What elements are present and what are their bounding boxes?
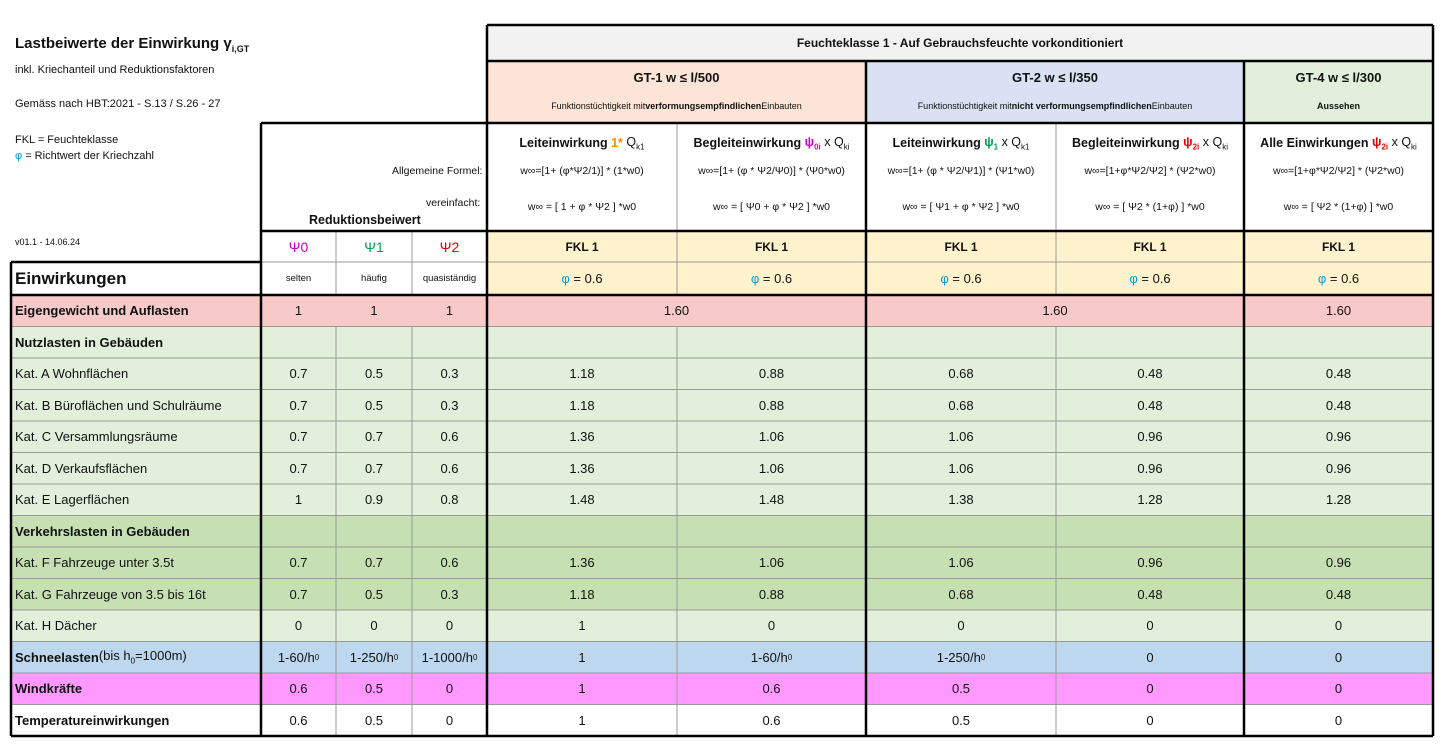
psi-value-p0: 1 <box>261 484 336 516</box>
factor-value-c1: 1.18 <box>487 390 677 422</box>
row-label: Kat. D Verkaufsflächen <box>11 453 261 485</box>
gt1-merged-value: 1.60 <box>487 295 866 327</box>
factor-value-c2: 1-60/h 0 <box>677 642 866 674</box>
psi-value-p1: 0.5 <box>336 579 412 611</box>
psi-value-p1: 0 <box>336 610 412 642</box>
c2-general-formula: w∞=[1+ (φ * Ψ2/Ψ0)] * (Ψ0*w0) <box>698 165 845 177</box>
factor-value-c5: 0 <box>1244 673 1433 705</box>
c1-title-text: Leiteinwirkung <box>519 136 608 150</box>
gt2-title: GT-2 w ≤ l/350 <box>1012 69 1098 85</box>
psi-value-p0: 1-60/h 0 <box>261 642 336 674</box>
factor-value-c4: 0.96 <box>1056 453 1244 485</box>
gt2-desc-a: Funktionstüchtigkeit mit <box>917 101 1012 111</box>
c2-title-text: Begleiteinwirkung <box>693 136 802 150</box>
gt1-desc-b: verformungsempfindlichen <box>645 101 762 111</box>
phi-note-text: = Richtwert der Kriechzahl <box>25 150 154 162</box>
feuchteklasse-header: Feuchteklasse 1 - Auf Gebrauchsfeuchte vorkonditioniert <box>487 25 1433 61</box>
row-label: Kat. B Büroflächen und Schulräume <box>11 390 261 422</box>
fkl-c4: FKL 1 <box>1056 231 1244 262</box>
psi-value-p1: 0.5 <box>336 390 412 422</box>
psi-value-p1: 0.9 <box>336 484 412 516</box>
psi-value-p2: 0.6 <box>412 547 487 579</box>
psi-value-p1: 0.5 <box>336 705 412 737</box>
c3-simplified-formula: w∞ = [ Ψ1 + φ * Ψ2 ] *w0 <box>902 201 1020 213</box>
fkl-c2: FKL 1 <box>677 231 866 262</box>
fkl-c3: FKL 1 <box>866 231 1056 262</box>
factor-value-c3: 0.68 <box>866 390 1056 422</box>
allgemeine-formel-label: Allgemeine Formel: <box>392 165 483 177</box>
row-label: Kat. C Versammlungsräume <box>11 421 261 453</box>
row-label: Temperatureinwirkungen <box>11 705 261 737</box>
row-label: Verkehrslasten in Gebäuden <box>11 516 261 548</box>
reduktionsbeiwert-label: Reduktionsbeiwert <box>309 213 421 227</box>
row-label: Kat. A Wohnflächen <box>11 358 261 390</box>
gt2-desc-b: nicht verformungsempfindlichen <box>1011 101 1152 111</box>
c5-simplified-formula: w∞ = [ Ψ2 * (1+φ) ] *w0 <box>1283 201 1394 213</box>
row-label: Kat. G Fahrzeuge von 3.5 bis 16t <box>11 579 261 611</box>
psi-value-p0: 0.7 <box>261 390 336 422</box>
psi-value-p2: 0 <box>412 705 487 737</box>
factor-value-c5: 0.48 <box>1244 390 1433 422</box>
factor-value-c3: 0.68 <box>866 358 1056 390</box>
row-label: Kat. H Dächer <box>11 610 261 642</box>
factor-value-c4: 0 <box>1056 642 1244 674</box>
factor-value-c2: 0 <box>677 610 866 642</box>
row-label: Windkräfte <box>11 673 261 705</box>
c5-general-formula: w∞=[1+φ*Ψ2/Ψ2] * (Ψ2*w0) <box>1272 165 1405 177</box>
psi-value-p2: 0.3 <box>412 579 487 611</box>
gt2-desc-c: Einbauten <box>1151 101 1193 111</box>
psi-value-p2: 0 <box>412 610 487 642</box>
factor-value-c3: 1.06 <box>866 547 1056 579</box>
factor-value-c3: 0.5 <box>866 673 1056 705</box>
factor-value-c1: 1.18 <box>487 579 677 611</box>
factor-value-c2: 0.88 <box>677 579 866 611</box>
row-label: Kat. E Lagerflächen <box>11 484 261 516</box>
psi-value-p0: 0.6 <box>261 673 336 705</box>
row-label: Nutzlasten in Gebäuden <box>11 327 261 359</box>
psi-value-p2: 0.6 <box>412 421 487 453</box>
psi-value-p1: 1-250/h 0 <box>336 642 412 674</box>
factor-value-c1: 1.48 <box>487 484 677 516</box>
col-gt2-begleit-title: Begleiteinwirkung $\psi_{2i}$ x $Q_{ki}$ <box>1072 134 1228 152</box>
phi-c2: φ = 0.6 <box>677 262 866 295</box>
factor-value-c2: 0.6 <box>677 673 866 705</box>
c1-simplified-formula: w∞ = [ 1 + φ * Ψ2 ] *w0 <box>527 201 637 213</box>
factor-value-c2: 0.88 <box>677 390 866 422</box>
factor-value-c4: 0.48 <box>1056 358 1244 390</box>
version-label: v01.1 - 14.06.24 <box>15 237 81 247</box>
psi-value-p1: 0.7 <box>336 453 412 485</box>
factor-value-c3: 0.5 <box>866 705 1056 737</box>
psi-value-p2: 0 <box>412 673 487 705</box>
einwirkungen-header: Einwirkungen <box>15 268 127 288</box>
psi-value-p0: 0.7 <box>261 547 336 579</box>
row-label-extra: (bis $h_0=1000m$) <box>98 648 187 667</box>
factor-value-c2: 0.88 <box>677 358 866 390</box>
factor-value-c5: 0.96 <box>1244 453 1433 485</box>
factor-value-c2: 1.48 <box>677 484 866 516</box>
phi-c5-val: = 0.6 <box>1329 271 1360 286</box>
gt4-value: 1.60 <box>1244 295 1433 327</box>
factor-value-c2: 0.6 <box>677 705 866 737</box>
subtitle-1: inkl. Kriechanteil und Reduktionsfaktoren <box>15 64 215 76</box>
factor-value-c1: 1 <box>487 642 677 674</box>
phi-c5: φ = 0.6 <box>1244 262 1433 295</box>
c4-general-formula: w∞=[1+φ*Ψ2/Ψ2] * (Ψ2*w0) <box>1084 165 1216 177</box>
col-gt2-leit-title: Leiteinwirkung $\psi_1$ x $Q_{k1}$ <box>892 134 1030 152</box>
psi-value-p1: 0.5 <box>336 358 412 390</box>
factor-value-c5: 0 <box>1244 642 1433 674</box>
factor-value-c5: 1.28 <box>1244 484 1433 516</box>
factor-value-c5: 0 <box>1244 705 1433 737</box>
factor-value-c4: 0.48 <box>1056 390 1244 422</box>
psi-value-p2: 0.3 <box>412 358 487 390</box>
psi0-header: Ψ0 <box>288 238 309 255</box>
c3-general-formula: w∞=[1+ (φ * Ψ2/Ψ1)] * (Ψ1*w0) <box>887 165 1035 177</box>
gt1-desc-c: Einbauten <box>761 101 802 111</box>
psi-value-p0: 0.7 <box>261 358 336 390</box>
factor-value-c5: 0.96 <box>1244 421 1433 453</box>
psi-value-p1: 0.7 <box>336 547 412 579</box>
factor-value-c1: 1.36 <box>487 547 677 579</box>
title-text: Lastbeiwerte der Einwirkung γ <box>15 35 232 52</box>
selten-label: selten <box>285 273 312 284</box>
gt4-desc: Aussehen <box>1316 101 1360 111</box>
title-subscript: i,GT <box>231 44 250 54</box>
c3-title-text: Leiteinwirkung <box>892 136 981 150</box>
quasi-label: quasiständig <box>422 273 477 284</box>
psi-value-p2: 1-1000/h 0 <box>412 642 487 674</box>
c5-title-text: Alle Einwirkungen <box>1260 136 1369 150</box>
psi-value-p1: 0.7 <box>336 421 412 453</box>
subtitle-2: Gemäss nach HBT:2021 - S.13 / S.26 - 27 <box>15 98 221 110</box>
col-gt4-alle-title: Alle Einwirkungen $\psi_{2i}$ x $Q_{ki}$ <box>1260 134 1417 152</box>
phi-c3: φ = 0.6 <box>866 262 1056 295</box>
factor-value-c2: 1.06 <box>677 421 866 453</box>
phi-c4: φ = 0.6 <box>1056 262 1244 295</box>
psi-value-p0: 1 <box>261 295 336 327</box>
factor-value-c5: 0 <box>1244 610 1433 642</box>
factor-value-c4: 0.96 <box>1056 547 1244 579</box>
factor-value-c1: 1.36 <box>487 421 677 453</box>
factor-value-c4: 0.96 <box>1056 421 1244 453</box>
gt1-title: GT-1 w ≤ l/500 <box>633 69 720 85</box>
vereinfacht-label: vereinfacht: <box>426 197 481 209</box>
c4-simplified-formula: w∞ = [ Ψ2 * (1+φ) ] *w0 <box>1095 201 1205 213</box>
row-label: Schneelasten (bis $h_0=1000m$) <box>11 642 261 674</box>
phi-c4-val: = 0.6 <box>1141 271 1171 286</box>
psi-value-p2: 0.6 <box>412 453 487 485</box>
gt4-title: GT-4 w ≤ l/300 <box>1295 69 1382 85</box>
col-gt1-leit-title: Leiteinwirkung 1* $Q_{k1}$ <box>519 134 645 152</box>
c2-simplified-formula: w∞ = [ Ψ0 + φ * Ψ2 ] *w0 <box>712 201 831 213</box>
factor-value-c3: 1.38 <box>866 484 1056 516</box>
psi-value-p2: 0.8 <box>412 484 487 516</box>
factor-value-c3: 1.06 <box>866 453 1056 485</box>
psi-value-p0: 0.7 <box>261 579 336 611</box>
factor-value-c2: 1.06 <box>677 547 866 579</box>
psi-value-p0: 0 <box>261 610 336 642</box>
factor-value-c4: 0 <box>1056 610 1244 642</box>
phi-c3-val: = 0.6 <box>952 271 982 286</box>
factor-value-c1: 1 <box>487 673 677 705</box>
psi-value-p0: 0.6 <box>261 705 336 737</box>
fkl-note: FKL = Feuchteklasse <box>15 134 119 146</box>
factor-value-c4: 0.48 <box>1056 579 1244 611</box>
factor-value-c5: 0.48 <box>1244 579 1433 611</box>
phi-symbol: φ <box>15 150 23 162</box>
factor-value-c3: 1.06 <box>866 421 1056 453</box>
fkl-c5: FKL 1 <box>1244 231 1433 262</box>
psi-value-p1: 1 <box>336 295 412 327</box>
gt1-desc-a: Funktionstüchtigkeit mit <box>551 101 646 111</box>
factor-value-c1: 1 <box>487 705 677 737</box>
phi-c1: φ = 0.6 <box>487 262 677 295</box>
phi-c2-val: = 0.6 <box>762 271 793 286</box>
factor-value-c3: 0 <box>866 610 1056 642</box>
psi2-header: Ψ2 <box>439 238 460 255</box>
col-gt1-begleit-title: Begleiteinwirkung $\psi_{0i}$ x $Q_{ki}$ <box>693 134 850 152</box>
c1-general-formula: w∞=[1+ (φ*Ψ2/1)] * (1*w0) <box>520 165 644 177</box>
psi-value-p0: 0.7 <box>261 421 336 453</box>
psi1-header: Ψ1 <box>364 238 384 255</box>
factor-value-c5: 0.48 <box>1244 358 1433 390</box>
phi-c1-val: = 0.6 <box>573 271 603 286</box>
factor-value-c4: 1.28 <box>1056 484 1244 516</box>
psi-value-p2: 0.3 <box>412 390 487 422</box>
factor-value-c4: 0 <box>1056 705 1244 737</box>
psi-value-p0: 0.7 <box>261 453 336 485</box>
factor-value-c3: 1-250/h 0 <box>866 642 1056 674</box>
factor-value-c1: 1.18 <box>487 358 677 390</box>
c4-title-text: Begleiteinwirkung <box>1072 136 1180 150</box>
factor-value-c2: 1.06 <box>677 453 866 485</box>
gt2-merged-value: 1.60 <box>866 295 1244 327</box>
factor-value-c3: 0.68 <box>866 579 1056 611</box>
row-label: Kat. F Fahrzeuge unter 3.5t <box>11 547 261 579</box>
haeufig-label: häufig <box>361 273 387 284</box>
factor-value-c4: 0 <box>1056 673 1244 705</box>
psi-value-p2: 1 <box>412 295 487 327</box>
fkl-c1: FKL 1 <box>487 231 677 262</box>
psi-value-p1: 0.5 <box>336 673 412 705</box>
factor-value-c5: 0.96 <box>1244 547 1433 579</box>
factor-value-c1: 1.36 <box>487 453 677 485</box>
row-label: Eigengewicht und Auflasten <box>11 295 261 327</box>
factor-value-c1: 1 <box>487 610 677 642</box>
